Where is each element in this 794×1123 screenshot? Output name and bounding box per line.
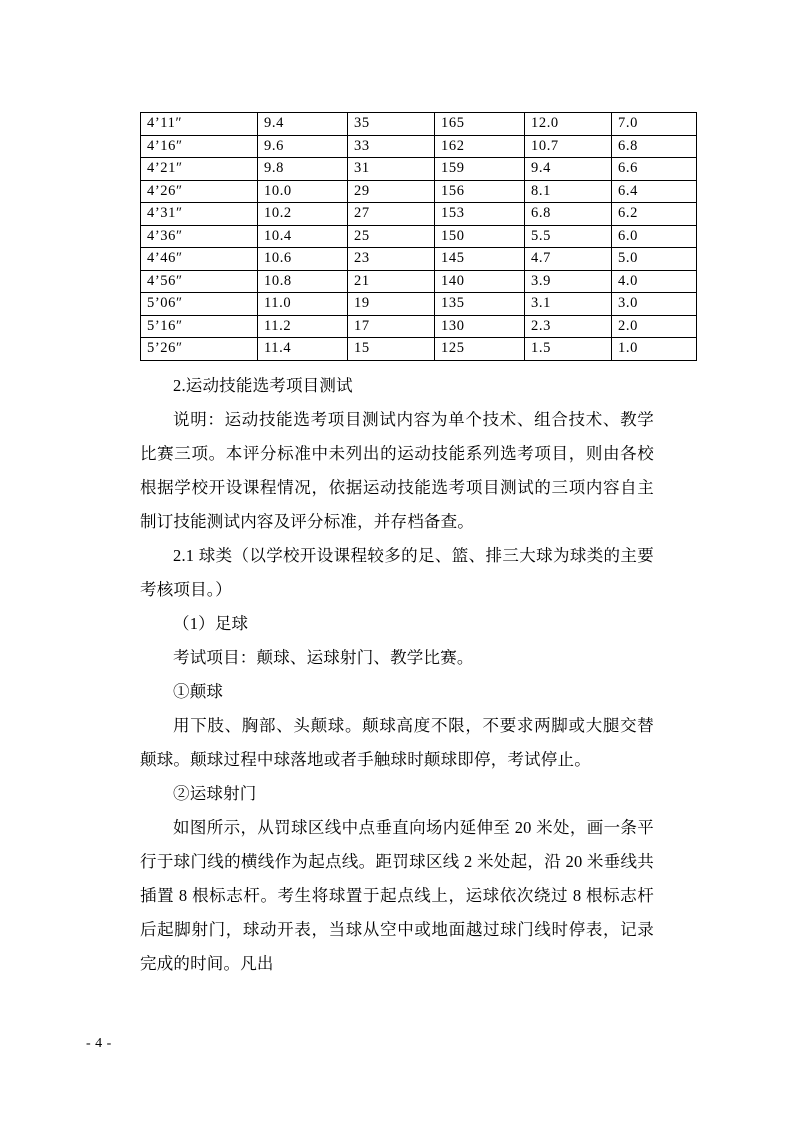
table-row <box>141 225 697 248</box>
table-cell: 4.7 <box>525 248 612 271</box>
paragraph-explanation: 说明：运动技能选考项目测试内容为单个技术、组合技术、教学比赛三项。本评分标准中未列出的运动技能系列选考项目，则由各校根据学校开设课程情况，依据运动技能选考项目测试的三项内容自主制订技能测试内容及评分标准，并存档备查。 <box>140 409 654 531</box>
table-cell: 3.9 <box>525 270 612 293</box>
table-cell: 21 <box>348 270 435 293</box>
table-cell: 1.5 <box>525 338 612 361</box>
table-cell: 5.0 <box>612 248 697 271</box>
table-row <box>141 248 697 271</box>
paragraph-juggling-heading: ①颠球 <box>173 681 224 701</box>
table-cell: 4’56″ <box>141 270 258 293</box>
table-cell: 4’21″ <box>141 158 258 181</box>
table-cell: 159 <box>435 158 525 181</box>
table-cell: 10.6 <box>258 248 348 271</box>
table-row <box>141 180 697 203</box>
paragraph-section-title: 2.运动技能选考项目测试 <box>173 375 353 395</box>
paragraph-dribble-shoot-heading: ②运球射门 <box>173 783 257 803</box>
paragraph-exam-items: 考试项目：颠球、运球射门、教学比赛。 <box>173 647 474 667</box>
table-cell: 23 <box>348 248 435 271</box>
table-row <box>141 158 697 181</box>
table-cell: 3.0 <box>612 293 697 316</box>
table-cell: 11.4 <box>258 338 348 361</box>
paragraph-juggling-body: 用下肢、胸部、头颠球。颠球高度不限，不要求两脚或大腿交替颠球。颠球过程中球落地或者手触球时颠球即停，考试停止。 <box>140 715 654 769</box>
table-cell: 5’06″ <box>141 293 258 316</box>
table-cell: 15 <box>348 338 435 361</box>
table-cell: 6.8 <box>525 203 612 226</box>
table-row <box>141 270 697 293</box>
table-cell: 10.8 <box>258 270 348 293</box>
paragraph-ball-sports: 2.1 球类（以学校开设课程较多的足、篮、排三大球为球类的主要考核项目。） <box>140 545 654 599</box>
table-cell: 10.0 <box>258 180 348 203</box>
table-cell: 35 <box>348 113 435 136</box>
table-cell: 10.7 <box>525 135 612 158</box>
table-row <box>141 135 697 158</box>
table-cell: 10.2 <box>258 203 348 226</box>
table-cell: 4’26″ <box>141 180 258 203</box>
table-cell: 31 <box>348 158 435 181</box>
table-cell: 6.6 <box>612 158 697 181</box>
table-cell: 4’11″ <box>141 113 258 136</box>
table-cell: 8.1 <box>525 180 612 203</box>
table-row <box>141 293 697 316</box>
table-cell: 2.3 <box>525 315 612 338</box>
table-cell: 19 <box>348 293 435 316</box>
table-cell: 162 <box>435 135 525 158</box>
table-cell: 2.0 <box>612 315 697 338</box>
table-cell: 33 <box>348 135 435 158</box>
table-cell: 165 <box>435 113 525 136</box>
score-table <box>140 112 697 361</box>
table-cell: 4’16″ <box>141 135 258 158</box>
table-cell: 6.2 <box>612 203 697 226</box>
table-cell: 150 <box>435 225 525 248</box>
table-cell: 145 <box>435 248 525 271</box>
table-cell: 27 <box>348 203 435 226</box>
table-cell: 6.4 <box>612 180 697 203</box>
table-cell: 6.0 <box>612 225 697 248</box>
table-cell: 12.0 <box>525 113 612 136</box>
table-cell: 17 <box>348 315 435 338</box>
table-row <box>141 203 697 226</box>
table-cell: 9.4 <box>258 113 348 136</box>
table-cell: 4’46″ <box>141 248 258 271</box>
table-cell: 5.5 <box>525 225 612 248</box>
table-body <box>141 113 697 361</box>
table-cell: 10.4 <box>258 225 348 248</box>
table-cell: 9.6 <box>258 135 348 158</box>
table-cell: 140 <box>435 270 525 293</box>
table-cell: 25 <box>348 225 435 248</box>
table-cell: 1.0 <box>612 338 697 361</box>
table-cell: 11.2 <box>258 315 348 338</box>
page-number: - 4 - <box>86 1036 112 1051</box>
table-cell: 4.0 <box>612 270 697 293</box>
table-cell: 9.4 <box>525 158 612 181</box>
table-cell: 6.8 <box>612 135 697 158</box>
table-cell: 4’31″ <box>141 203 258 226</box>
table-cell: 5’26″ <box>141 338 258 361</box>
table-cell: 125 <box>435 338 525 361</box>
table-cell: 29 <box>348 180 435 203</box>
table-cell: 3.1 <box>525 293 612 316</box>
table-row <box>141 113 697 136</box>
table-cell: 153 <box>435 203 525 226</box>
table-cell: 5’16″ <box>141 315 258 338</box>
table-row <box>141 315 697 338</box>
table-cell: 11.0 <box>258 293 348 316</box>
paragraph-football-heading: （1）足球 <box>173 613 249 633</box>
page-content <box>140 112 654 981</box>
table-cell: 135 <box>435 293 525 316</box>
table-cell: 7.0 <box>612 113 697 136</box>
table-cell: 9.8 <box>258 158 348 181</box>
table-cell: 4’36″ <box>141 225 258 248</box>
paragraph-dribble-shoot-body: 如图所示，从罚球区线中点垂直向场内延伸至 20 米处，画一条平行于球门线的横线作为起点线。距罚球区线 2 米处起，沿 20 米垂线共插置 8 根标志杆。考生将球置于起点线上，运球依次绕过 8 根标志杆后起脚射门，球动开表，当球从空中或地面越过球门线时停表，记录完成的时间。凡出 <box>140 817 654 973</box>
table-cell: 130 <box>435 315 525 338</box>
table-row <box>141 338 697 361</box>
table-cell: 156 <box>435 180 525 203</box>
